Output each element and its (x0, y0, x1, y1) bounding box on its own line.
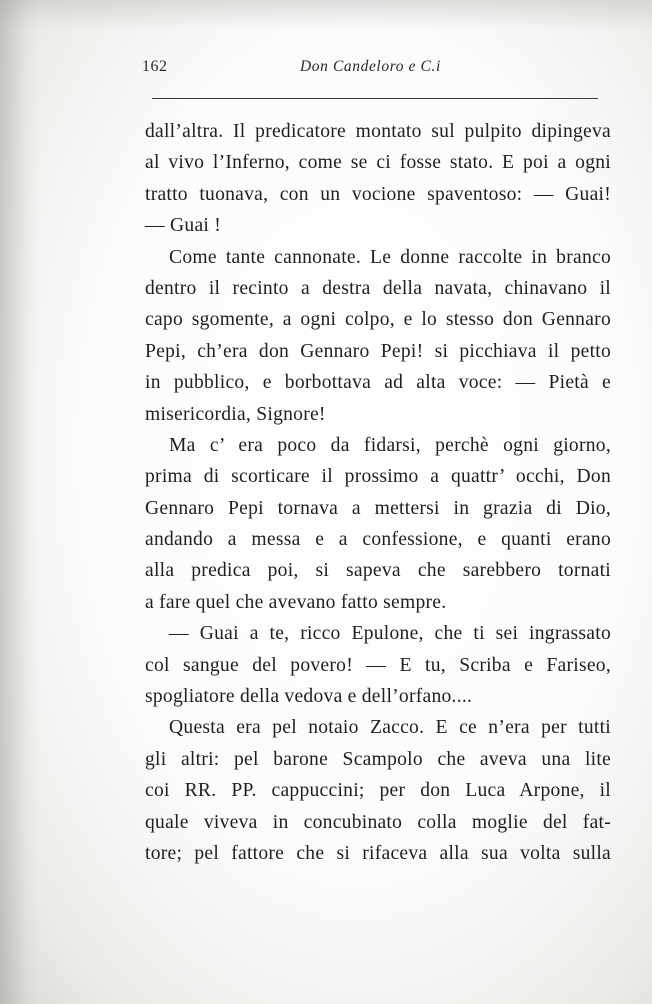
header-rule (152, 98, 598, 99)
running-title: Don Candeloro e C.i (300, 58, 441, 75)
text-line: prima di scorticare il prossimo a quattr’ occhi, Don (145, 466, 611, 488)
text-line: alla predica poi, si sapeva che sarebbero tornati (145, 560, 611, 582)
page-number: 162 (142, 58, 168, 75)
text-line: capo sgomente, a ogni colpo, e lo stesso don Gennaro (145, 309, 611, 331)
text-line: Pepi, ch’era don Gennaro Pepi! si picchiava il petto (145, 340, 611, 362)
text-line: tratto tuonava, con un vocione spaventoso: — Guai! (145, 183, 611, 205)
text-line: tore; pel fattore che si rifaceva alla sua volta sulla (145, 842, 611, 864)
text-line: misericordia, Signore! (145, 403, 326, 425)
text-line: col sangue del povero! — E tu, Scriba e Fariseo, (145, 654, 611, 676)
text-line: andando a messa e a confessione, e quanti erano (145, 529, 611, 551)
text-line: Come tante cannonate. Le donne raccolte in branco (169, 246, 611, 268)
text-line: gli altri: pel barone Scampolo che aveva una lite (145, 748, 611, 770)
text-line: quale viveva in concubinato colla moglie del fat- (145, 811, 611, 833)
text-line: Ma c’ era poco da fidarsi, perchè ogni giorno, (169, 434, 611, 456)
text-line: Questa era pel notaio Zacco. E ce n’era per tutti (169, 717, 611, 739)
text-line: — Guai a te, ricco Epulone, che ti sei ingrassato (169, 623, 611, 645)
text-line: al vivo l’Inferno, come se ci fosse stato. E poi a ogni (145, 152, 611, 174)
page-header (142, 56, 598, 82)
text-line: spogliatore della vedova e dell’orfano.... (145, 686, 473, 708)
text-line: Gennaro Pepi tornava a mettersi in grazia di Dio, (145, 497, 611, 519)
text-line: a fare quel che avevano fatto sempre. (145, 591, 447, 613)
text-line: coi RR. PP. cappuccini; per don Luca Arpone, il (145, 780, 611, 802)
paragraph (145, 618, 611, 712)
text-line: — Guai ! (145, 215, 222, 237)
paragraph (145, 116, 611, 242)
text-line: dall’altra. Il predicatore montato sul pulpito dipingeva (145, 121, 611, 142)
body-text (145, 116, 611, 869)
paragraph (145, 242, 611, 430)
paragraph (145, 712, 611, 869)
text-line: dentro il recinto a destra della navata, chinavano il (145, 277, 611, 299)
text-line: in pubblico, e borbottava ad alta voce: — Pietà e (145, 372, 611, 394)
paragraph (145, 430, 611, 618)
